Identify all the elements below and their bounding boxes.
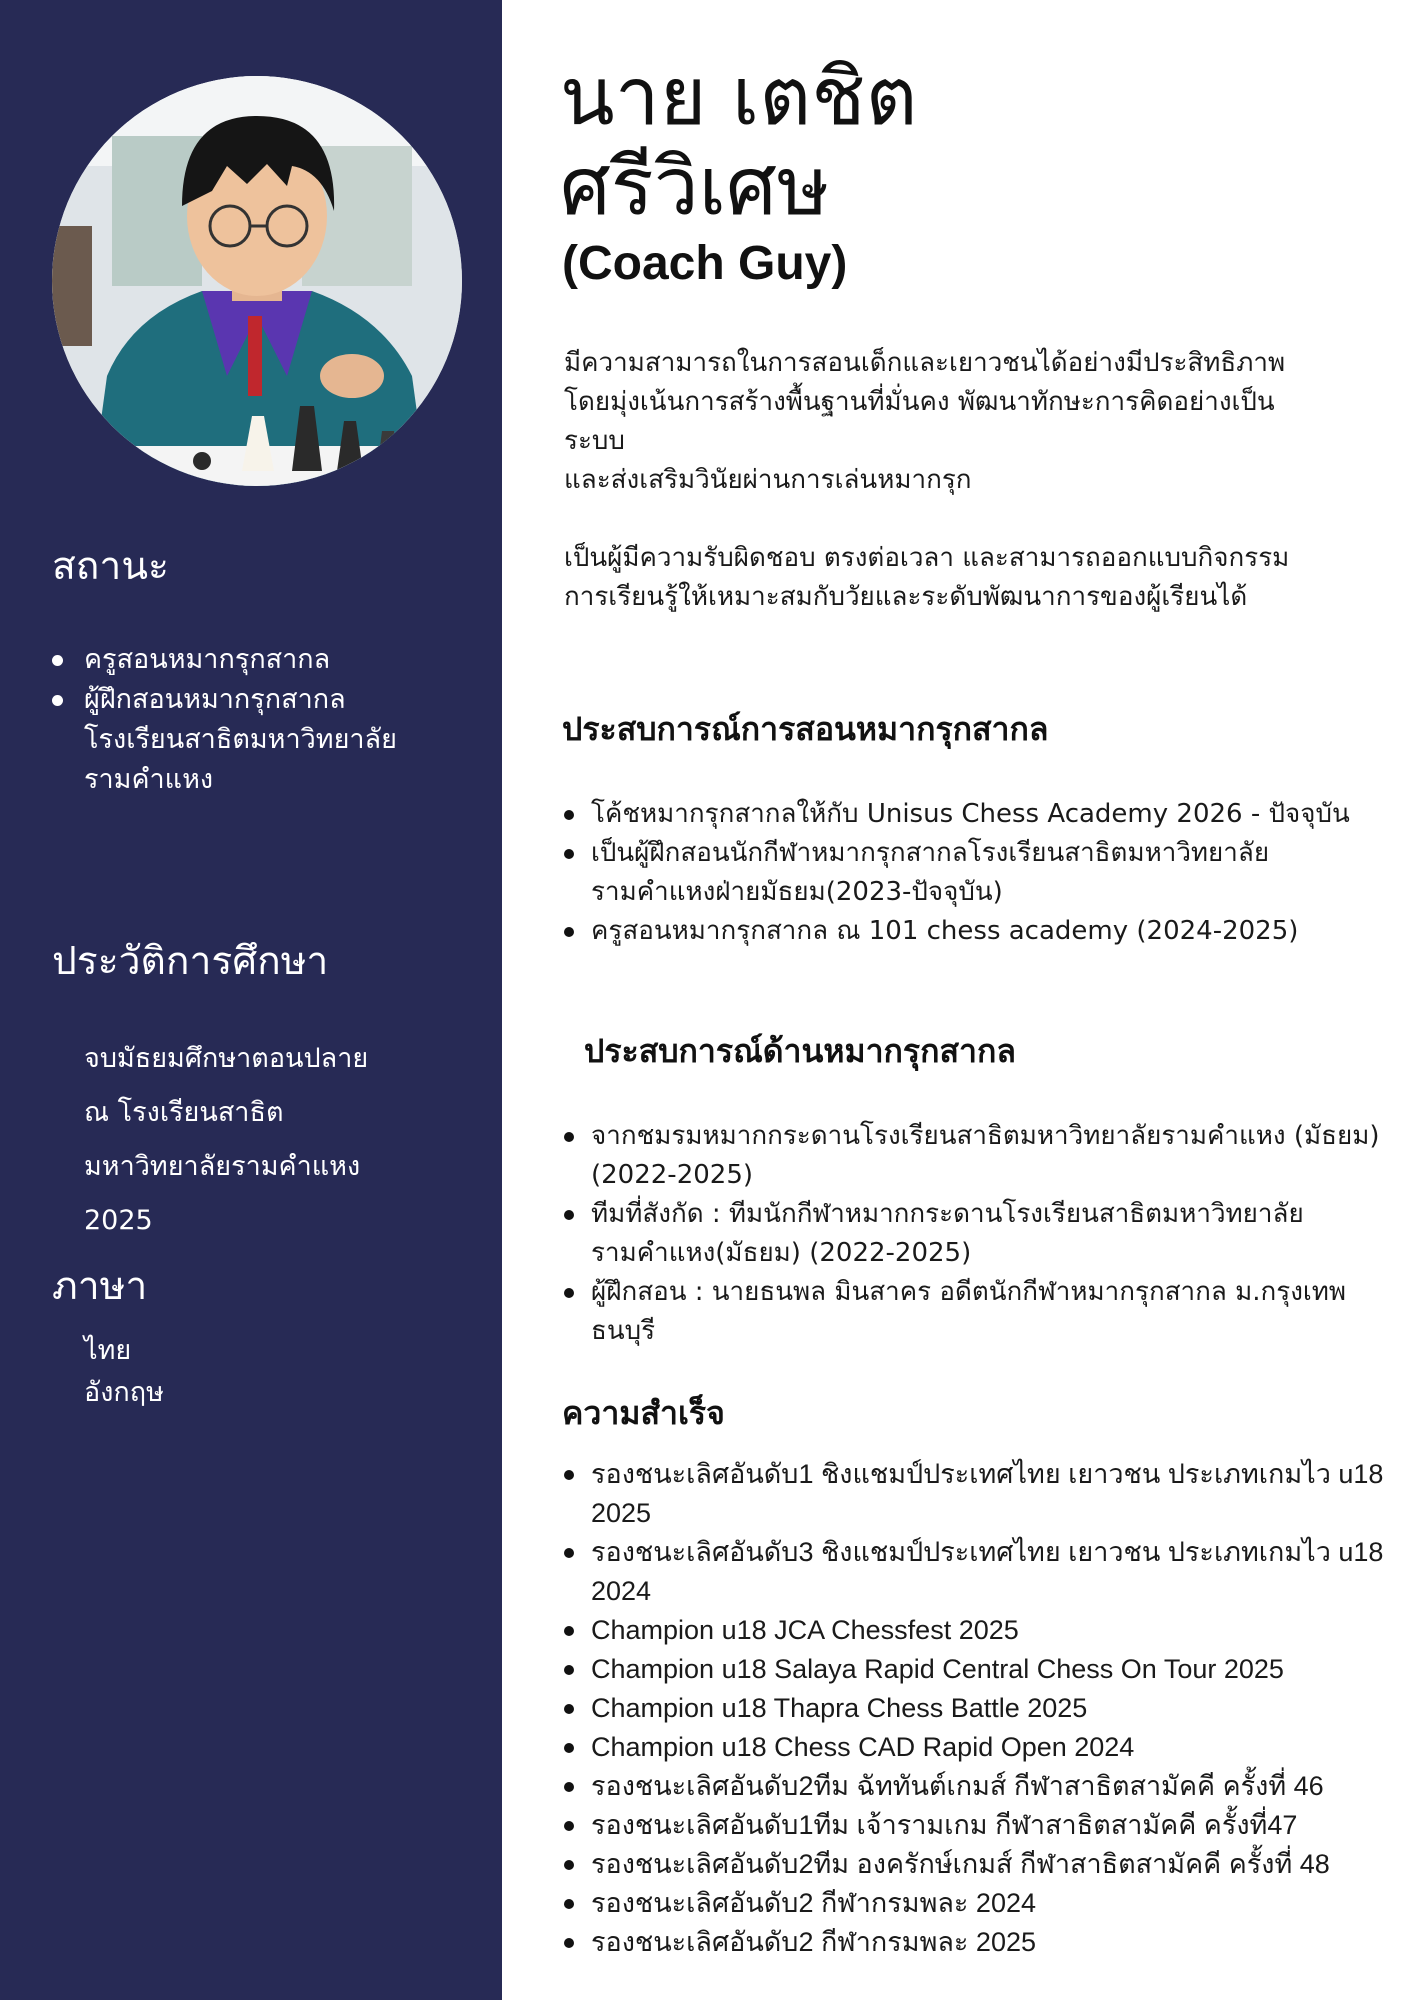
summary-line: และส่งเสริมวินัยผ่านการเล่นหมากรุก	[564, 465, 972, 495]
list-item: ผู้ฝึกสอนหมากรุกสากล โรงเรียนสาธิตมหาวิทยาลัยรามคำแหง	[52, 680, 472, 800]
language-item: ไทย	[84, 1335, 132, 1366]
list-item: Champion u18 Salaya Rapid Central Chess On Tour 2025	[564, 1650, 1384, 1689]
nickname: (Coach Guy)	[562, 237, 848, 290]
list-item: Champion u18 JCA Chessfest 2025	[564, 1611, 1384, 1650]
list-item: รองชนะเลิศอันดับ2 กีฬากรมพละ 2024	[564, 1884, 1384, 1923]
chess-experience-heading: ประสบการณ์ด้านหมากรุกสากล	[584, 1032, 1016, 1070]
list-item: รองชนะเลิศอันดับ2ทีม องครักษ์เกมส์ กีฬาสาธิตสามัคคี ครั้งที่ 48	[564, 1845, 1384, 1884]
summary-line: โดยมุ่งเน้นการสร้างพื้นฐานที่มั่นคง พัฒนาทักษะการคิดอย่างเป็น	[564, 387, 1275, 417]
profile-photo-image	[52, 76, 462, 486]
teaching-list	[564, 795, 1384, 951]
summary-line: เป็นผู้มีความรับผิดชอบ ตรงต่อเวลา และสามารถออกแบบกิจกรรม	[564, 543, 1290, 573]
list-item: รองชนะเลิศอันดับ3 ชิงแชมป์ประเทศไทย เยาวชน ประเภทเกมไว u18 2024	[564, 1533, 1384, 1611]
chess-experience-list	[564, 1117, 1384, 1351]
list-item: Champion u18 Thapra Chess Battle 2025	[564, 1689, 1384, 1728]
education-line: จบมัธยมศึกษาตอนปลาย	[84, 1043, 369, 1074]
education-line: มหาวิทยาลัยรามคำแหง	[84, 1151, 361, 1182]
status-list	[52, 640, 472, 800]
list-item: ทีมที่สังกัด : ทีมนักกีฬาหมากกระดานโรงเรียนสาธิตมหาวิทยาลัยรามคำแหง(มัธยม) (2022-2025)	[564, 1195, 1384, 1273]
list-item: เป็นผู้ฝึกสอนนักกีฬาหมากรุกสากลโรงเรียนสาธิตมหาวิทยาลัยรามคำแหงฝ่ายมัธยม(2023-ปัจจุบัน)	[564, 834, 1384, 912]
list-item: รองชนะเลิศอันดับ1ทีม เจ้ารามเกม กีฬาสาธิตสามัคคี ครั้งที่47	[564, 1806, 1384, 1845]
education-heading: ประวัติการศึกษา	[52, 939, 329, 984]
education-line: 2025	[84, 1205, 153, 1236]
profile-photo	[52, 76, 462, 486]
name-line-2: ศรีวิเศษ	[560, 140, 830, 233]
sidebar	[0, 0, 502, 2000]
list-item: Champion u18 Chess CAD Rapid Open 2024	[564, 1728, 1384, 1767]
list-item: รองชนะเลิศอันดับ2 กีฬากรมพละ 2025	[564, 1923, 1384, 1962]
achievements-heading: ความสำเร็จ	[562, 1394, 725, 1432]
education-details	[84, 1032, 464, 1248]
achievements-list	[564, 1455, 1384, 1962]
language-item: อังกฤษ	[84, 1377, 164, 1408]
language-heading: ภาษา	[52, 1264, 148, 1309]
list-item: โค้ชหมากรุกสากลให้กับ Unisus Chess Academy 2026 - ปัจจุบัน	[564, 795, 1384, 834]
list-item: ครูสอนหมากรุกสากล	[52, 640, 472, 680]
main-content	[502, 0, 1414, 2000]
summary-line: ระบบ	[564, 426, 625, 456]
list-item: จากชมรมหมากกระดานโรงเรียนสาธิตมหาวิทยาลัยรามคำแหง (มัธยม) (2022-2025)	[564, 1117, 1384, 1195]
list-item: รองชนะเลิศอันดับ2ทีม ฉัททันต์เกมส์ กีฬาสาธิตสามัคคี ครั้งที่ 46	[564, 1767, 1384, 1806]
list-item: ผู้ฝึกสอน : นายธนพล มินสาคร อดีตนักกีฬาหมากรุกสากล ม.กรุงเทพธนบุรี	[564, 1273, 1384, 1351]
list-item: รองชนะเลิศอันดับ1 ชิงแชมป์ประเทศไทย เยาวชน ประเภทเกมไว u18 2025	[564, 1455, 1384, 1533]
summary-line: การเรียนรู้ให้เหมาะสมกับวัยและระดับพัฒนาการของผู้เรียนได้	[564, 582, 1248, 612]
status-heading: สถานะ	[52, 544, 169, 589]
list-item: ครูสอนหมากรุกสากล ณ 101 chess academy (2024-2025)	[564, 912, 1384, 951]
summary	[564, 344, 1384, 617]
language-list	[84, 1330, 164, 1414]
person-name	[560, 52, 917, 232]
teaching-heading: ประสบการณ์การสอนหมากรุกสากล	[562, 710, 1049, 748]
education-line: ณ โรงเรียนสาธิต	[84, 1097, 284, 1128]
name-line-1: นาย เตชิต	[560, 50, 918, 143]
summary-line: มีความสามารถในการสอนเด็กและเยาวชนได้อย่างมีประสิทธิภาพ	[564, 348, 1286, 378]
